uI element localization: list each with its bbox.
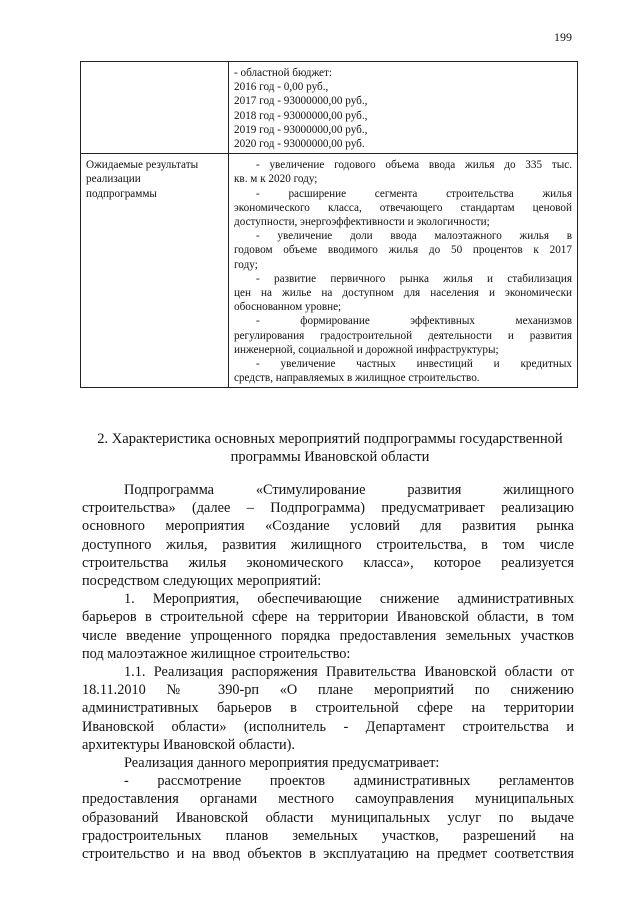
result-line: - увеличение годового объема ввода жилья до 335 тыс. [256, 159, 572, 172]
budget-line: 2020 год - 93000000,00 руб. [234, 138, 365, 151]
budget-line: 2016 год - 0,00 руб., [234, 81, 329, 94]
result-line: средств, направляемых в жилищное строительство. [234, 372, 480, 385]
body-line: градостроительных планов земельных участков, разрешений на [82, 827, 574, 844]
table-row [81, 154, 578, 388]
body-line: административных барьеров в строительной сфере на территории [82, 700, 574, 717]
body-line: 1.1. Реализация распоряжения Правительства Ивановской области от [124, 664, 574, 681]
budget-cell [229, 62, 578, 154]
body-line: основного мероприятия «Создание условий для развития рынка [82, 518, 574, 535]
result-line: кв. м к 2020 году; [234, 173, 318, 186]
result-line: экономического класса, отвечающего стандартам ценовой [234, 201, 572, 214]
body-line: строительства» (далее – Подпрограмма) предусматривает реализацию [82, 500, 574, 517]
program-passport-table [80, 61, 578, 388]
body-line: - рассмотрение проектов административных регламентов [124, 773, 574, 790]
body-line: предоставления органами местного самоуправления муниципальных [82, 791, 574, 808]
budget-line: 2019 год - 93000000,00 руб., [234, 123, 368, 136]
result-line: - формирование эффективных механизмов [256, 315, 572, 328]
body-line: Ивановской области» (исполнитель - Департамент строительства и [82, 718, 574, 735]
body-line: Реализация данного мероприятия предусматривает: [124, 755, 440, 772]
heading-line: 2. Характеристика основных мероприятий подпрограммы государственной [97, 431, 563, 447]
budget-line: 2018 год - 93000000,00 руб., [234, 109, 368, 122]
row-label-empty [81, 62, 229, 154]
expected-results-cell [229, 154, 578, 388]
label-line: подпрограммы [86, 187, 157, 200]
body-line: доступного жилья, развития жилищного строительства, в том числе [82, 536, 574, 553]
body-line: 18.11.2010 № 390-рп «О плане мероприятий по снижению [82, 682, 574, 699]
body-line: числе введение упрощенного порядка предоставления земельных участков [82, 627, 574, 644]
section-body [82, 481, 574, 863]
body-line: образований Ивановской области муниципальных услуг по выдаче [82, 809, 574, 826]
result-line: обоснованном уровне; [234, 301, 342, 314]
result-line: доступности, энергоэффективности и экологичности; [234, 216, 490, 229]
body-line: строительство и на ввод объектов в эксплуатацию на предмет соответствия [82, 846, 574, 863]
page-number: 199 [554, 30, 572, 44]
row-label-expected-results [81, 154, 229, 388]
body-line: 1. Мероприятия, обеспечивающие снижение административных [124, 591, 574, 608]
section-heading [70, 430, 590, 466]
body-line: под малоэтажное жилищное строительство: [82, 645, 351, 662]
result-line: - увеличение доли ввода малоэтажного жилья в [256, 230, 572, 243]
table-row [81, 62, 578, 154]
result-line: инженерной, социальной и дорожной инфраструктуры; [234, 343, 499, 356]
body-line: барьеров в строительной сфере на территории Ивановской области, в том [82, 609, 574, 626]
label-line: Ожидаемые результаты [86, 159, 199, 172]
budget-line: - областной бюджет: [234, 67, 333, 79]
result-line: цен на жилье на доступном для населения и экономически [234, 287, 572, 300]
body-line: посредством следующих мероприятий: [82, 573, 322, 590]
label-line: реализации [86, 173, 141, 186]
result-line: регулирования градостроительной деятельности и развития [234, 329, 572, 342]
body-line: строительства жилья экономического класса», которое реализуется [82, 554, 574, 571]
budget-line: 2017 год - 93000000,00 руб., [234, 95, 368, 108]
result-line: годовом объеме вводимого жилья до 50 процентов к 2017 [234, 244, 572, 257]
body-line: Подпрограмма «Стимулирование развития жилищного [124, 482, 574, 498]
result-line: году; [234, 258, 258, 271]
body-line: архитектуры Ивановской области). [82, 736, 295, 753]
heading-line: программы Ивановской области [230, 449, 430, 465]
result-line: - развитие первичного рынка жилья и стабилизация [256, 272, 572, 285]
result-line: - увеличение частных инвестиций и кредитных [256, 358, 572, 371]
result-line: - расширение сегмента строительства жилья [256, 187, 572, 200]
